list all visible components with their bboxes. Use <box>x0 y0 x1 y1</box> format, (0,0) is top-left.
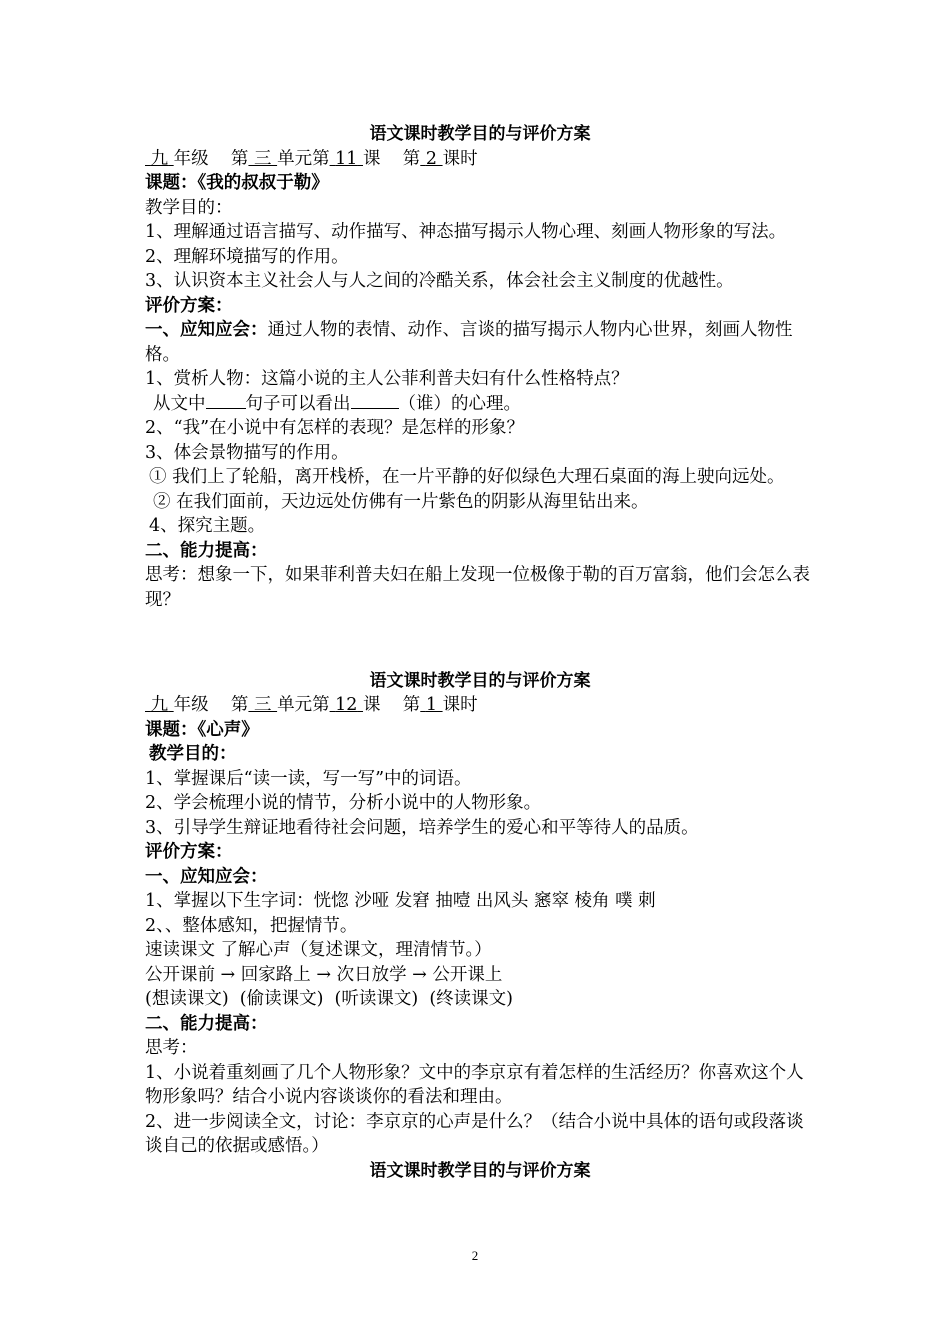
section2-item: 1、掌握以下生字词：恍惚 沙哑 发窘 抽噎 出风头 窸窣 棱角 噗 刺 <box>145 891 656 911</box>
lesson-value: 11 <box>335 148 358 169</box>
section1-topic: 课题：《我的叔叔于勒》 <box>145 173 329 193</box>
grade-value: 九 <box>150 695 169 715</box>
section1-goal: 3、认识资本主义社会人与人之间的冷酷关系，体会社会主义制度的优越性。 <box>145 271 734 291</box>
document-page <box>145 122 815 1183</box>
section2-think: 1、小说着重刻画了几个人物形象？文中的李京京有着怎样的生活经历？你喜欢这个人物形象吗？结合小说内容谈谈你的看法和理由。 <box>145 1062 804 1107</box>
period-value: 1 <box>425 695 437 715</box>
section2-topic: 课题：《心声》 <box>145 719 259 740</box>
section2-part1-heading: 一、应知应会： <box>145 866 268 887</box>
section2-title: 语文课时教学目的与评价方案 <box>369 670 591 691</box>
section2-flow: 公开课前 → 回家路上 → 次日放学 → 公开课上 <box>145 964 503 985</box>
section1-part2-heading: 二、能力提高： <box>145 540 268 561</box>
section1-think: 思考：想象一下，如果菲利普夫妇在船上发现一位极像于勒的百万富翁，他们会怎么表现？ <box>145 565 810 610</box>
section1-eval-heading: 评价方案： <box>145 295 233 316</box>
section1-title: 语文课时教学目的与评价方案 <box>369 124 591 144</box>
section1-goal: 2、理解环境描写的作用。 <box>145 246 349 267</box>
section2-goals-heading: 教学目的： <box>149 744 237 764</box>
section1-q2: 2、“我”在小说中有怎样的表现？是怎样的形象？ <box>145 418 525 438</box>
section2-flow-notes: (想读课文) (偷读课文) (听读课文) (终读课文) <box>145 989 513 1009</box>
section1-q4: 4、探究主题。 <box>149 516 266 536</box>
grade-value: 九 <box>150 148 169 169</box>
section2-item: 2、、整体感知，把握情节。 <box>145 915 358 936</box>
fill-blank <box>351 392 399 409</box>
section2-goal: 1、掌握课后“读一读，写一写”中的词语。 <box>145 768 472 789</box>
unit-value: 三 <box>254 695 272 715</box>
section2-think: 2、进一步阅读全文，讨论：李京京的心声是什么？（结合小说中具体的语句或段落谈谈自己的依据或感悟。） <box>145 1111 804 1156</box>
page-number: 2 <box>471 1248 479 1263</box>
section1-q3-item: ② 在我们面前，天边远处仿佛有一片紫色的阴影从海里钻出来。 <box>153 491 649 512</box>
section2-goal: 2、学会梳理小说的情节，分析小说中的人物形象。 <box>145 793 542 813</box>
section2-meta: 九 年级 第 三 单元第 12 课 第 1 课时 <box>145 693 815 718</box>
section2-part2-heading: 二、能力提高： <box>145 1013 268 1034</box>
section1-q3: 3、体会景物描写的作用。 <box>145 442 349 463</box>
section1-q1: 1、赏析人物：这篇小说的主人公菲利普夫妇有什么性格特点？ <box>145 369 629 389</box>
section2-goal: 3、引导学生辩证地看待社会问题，培养学生的爱心和平等待人的品质。 <box>145 817 699 838</box>
period-value: 2 <box>425 148 437 169</box>
section1-goal: 1、理解通过语言描写、动作描写、神态描写揭示人物心理、刻画人物形象的写法。 <box>145 222 787 242</box>
section2-eval-heading: 评价方案： <box>145 842 233 862</box>
section1-meta: 九 年级 第 三 单元第 11 课 第 2 课时 <box>145 147 815 172</box>
section1-goals-heading: 教学目的： <box>145 197 233 218</box>
fill-blank <box>206 392 246 409</box>
section2-item: 速读课文 了解心声（复述课文，理清情节。） <box>145 940 492 960</box>
section3-title: 语文课时教学目的与评价方案 <box>369 1160 591 1181</box>
lesson-value: 12 <box>335 695 358 715</box>
section2-think-heading: 思考： <box>145 1038 198 1058</box>
section1-q1-fill: 从文中 句子可以看出 （谁）的心理。 <box>153 393 521 414</box>
unit-value: 三 <box>254 148 272 169</box>
section1-part1: 一、应知应会：通过人物的表情、动作、言谈的描写揭示人物内心世界，刻画人物性格。 <box>145 320 793 365</box>
section1-q3-item: ① 我们上了轮船，离开栈桥，在一片平静的好似绿色大理石桌面的海上驶向远处。 <box>149 467 785 487</box>
